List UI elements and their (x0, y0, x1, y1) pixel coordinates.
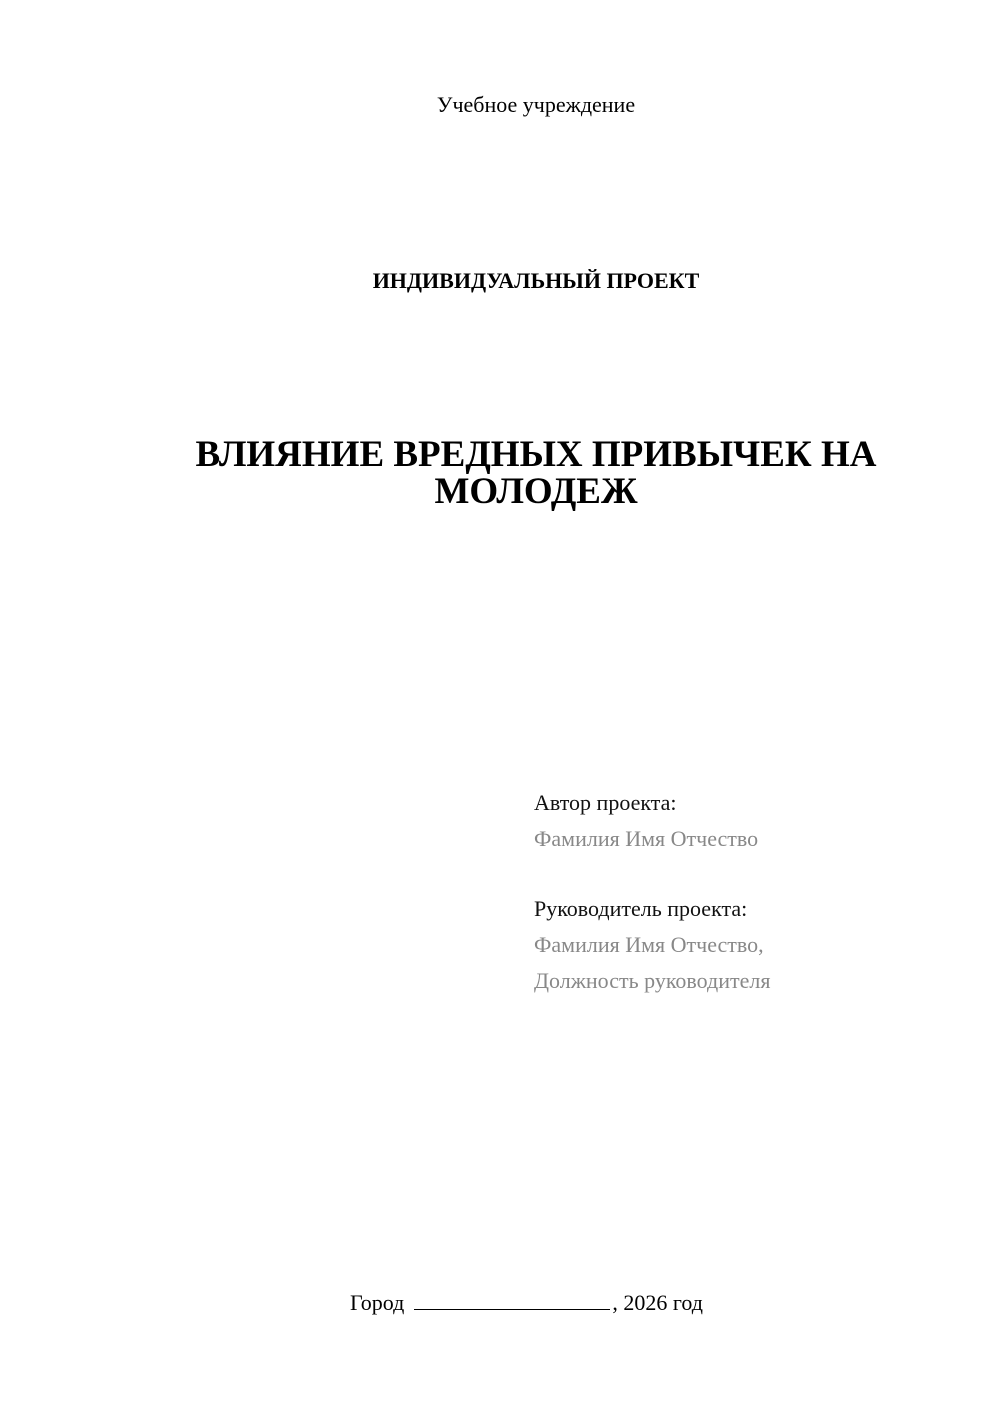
supervisor-label: Руководитель проекта: (534, 896, 748, 921)
footer-city-year (350, 1288, 703, 1318)
project-title-line-2: МОЛОДЕЖ (434, 471, 638, 512)
author-label: Автор проекта: (534, 790, 677, 815)
document-type: ИНДИВИДУАЛЬНЫЙ ПРОЕКТ (372, 268, 700, 293)
institution-name: Учебное учреждение (436, 92, 636, 117)
city-label: Город (350, 1290, 405, 1315)
author-name: Фамилия Имя Отчество (534, 826, 759, 851)
supervisor-block (534, 891, 954, 999)
year-text: , 2026 год (612, 1290, 703, 1315)
supervisor-position: Должность руководителя (534, 968, 771, 993)
author-block (534, 785, 954, 857)
project-title-line-1: ВЛИЯНИЕ ВРЕДНЫХ ПРИВЫЧЕК НА (195, 434, 877, 475)
city-blank-line (414, 1289, 610, 1310)
supervisor-name: Фамилия Имя Отчество, (534, 932, 764, 957)
project-title (0, 436, 1000, 510)
